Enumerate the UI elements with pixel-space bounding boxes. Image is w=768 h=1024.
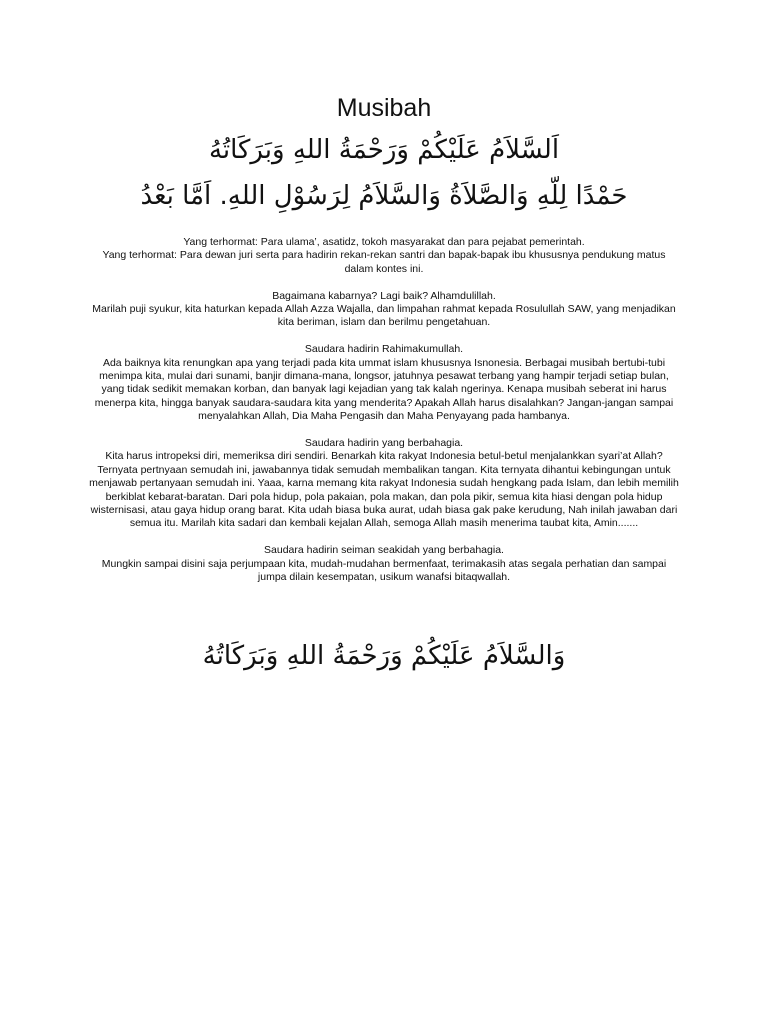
- arabic-hamdalah-opening: حَمْدًا لِلّهِ وَالصَّلاَةُ وَالسَّلاَمُ لِرَسُوْلِ اللهِ. اَمَّا بَعْدُ: [140, 181, 628, 211]
- paragraph-gratitude: [88, 290, 680, 330]
- paragraph-line: Marilah puji syukur, kita haturkan kepada Allah Azza Wajalla, dan limpahan rahmat kepada Rosulullah SAW, yang menjadikan kita beriman, islam dan berilmu pengetahuan.: [92, 303, 676, 329]
- paragraph-line: Bagaimana kabarnya? Lagi baik? Alhamdulillah.: [272, 289, 496, 302]
- paragraph-line: Saudara hadirin Rahimakumullah.: [304, 343, 464, 356]
- paragraph-greetings: [88, 236, 680, 276]
- paragraph-line: Saudara hadirin yang berbahagia.: [304, 437, 464, 450]
- document-title: Musibah: [336, 94, 432, 122]
- paragraph-closing: [88, 544, 680, 584]
- paragraph-line: Yang terhormat: Para dewan juri serta para hadirin rekan-rekan santri dan bapak-bapak ibu khususnya pendukung matus dalam kontes ini.: [102, 249, 666, 275]
- arabic-closing-salam: وَالسَّلاَمُ عَلَيْكُمْ وَرَحْمَةُ اللهِ وَبَرَكَاتُهُ: [202, 641, 566, 671]
- paragraph-disasters: [88, 343, 680, 423]
- paragraph-line: Kita harus intropeksi diri, memeriksa diri sendiri. Benarkah kita rakyat Indonesia betul-betul menjalankkan syari’at Allah? Ternyata pertnyaan semudah ini, jawabannya tidak semudah membalikan tangan. Kita ternyata dihantui kebingungan untuk menjawab pertanyaan semudah ini. Yaaa, karna memang kita rakyat Indonesia sudah hengkang pada Islam, dan lebih memilih berkiblat kebarat-baratan. Dari pola hidup, pola pakaian, pola makan, dan pola pikir, semua kita hiasi dengan pola hidup wisternisasi, atau gaya hidup orang barat. Kita udah biasa buka aurat, udah biasa gak pake kerudung, Nah inilah jawaban dari semua itu. Marilah kita sadari dan kembali kejalan Allah, semoga Allah masih menerima taubat kita, Amin.......: [89, 450, 679, 530]
- paragraph-line: Saudara hadirin seiman seakidah yang berbahagia.: [264, 544, 504, 557]
- paragraph-line: Ada baiknya kita renungkan apa yang terjadi pada kita ummat islam khususnya Isnonesia. Berbagai musibah bertubi-tubi menimpa kita, mulai dari sunami, banjir dimana-mana, longsor, jatuhnya pesawat terbang yang hampir terjadi setiap bulan, yang tidak sedikit memakan korban, dan banyak lagi kejadian yang tak kalah ngerinya. Kenapa musibah seberat ini harus menerpa kita, hingga banyak saudara-saudara kita yang menderita? Apakah Allah harus disalahkan? Jangan-jangan sampai menyalahkan Allah, Dia Maha Pengasih dan Maha Penyayang pada hambanya.: [94, 356, 674, 423]
- arabic-salam-greeting: اَلسَّلاَمُ عَلَيْكُمْ وَرَحْمَةُ اللهِ وَبَرَكَاتُهُ: [208, 135, 560, 165]
- paragraph-line: Mungkin sampai disini saja perjumpaan kita, mudah-mudahan bermenfaat, terimakasih atas segala perhatian dan sampai jumpa dilain kesempatan, usikum wanafsi bitaqwallah.: [101, 557, 667, 584]
- paragraph-introspection: [88, 437, 680, 531]
- paragraph-line: Yang terhormat: Para ulama’, asatidz, tokoh masyarakat dan para pejabat pemerintah.: [183, 236, 585, 248]
- speech-body: [88, 236, 680, 598]
